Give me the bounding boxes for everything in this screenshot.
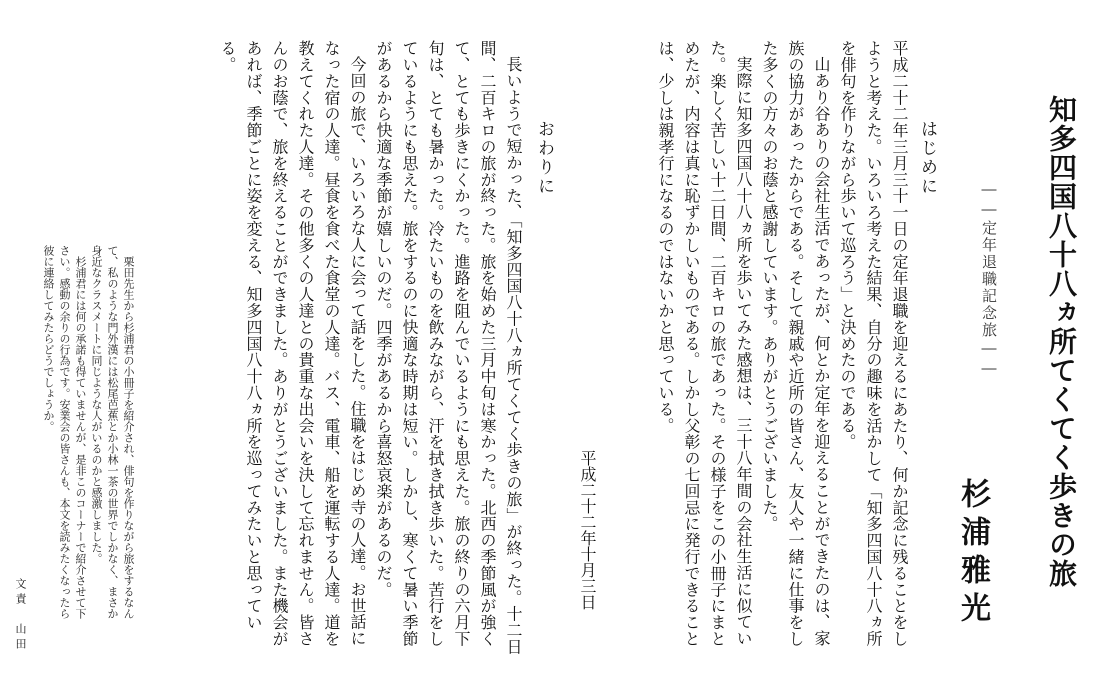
editor-credit: 文責 山田 [14,578,27,653]
intro-date: 平成二十二年十月三日 [578,450,597,610]
subtitle: ――定年退職記念旅―― [980,180,998,379]
intro-paragraph: 山あり谷ありの会社生活であったが、何とか定年を迎えることができたのは、家族の協力があったからである。そして親戚や近所の皆さん、友人や一緒に仕事をした多くの方々のお蔭と感謝しています。ありがとうございました。 [760,40,831,647]
intro-paragraph: 実際に知多四国八十八ヵ所を歩いてみた感想は、三十八年間の会社生活に似ていた。楽しく苦しい十二日間、二百キロの旅であった。その様子をこの小冊子にまとめたが、内容は真に恥ずかしいものである。しかし父彰の七回忌に発行できることは、少しは親孝行になるのではないかと思っている。 [656,40,753,647]
intro-heading: はじめに [917,120,937,196]
title-block [1040,95,1082,588]
intro-paragraph: 平成二十二年三月三十一日の定年退職を迎えるにあたり、何か記念に残ることをしようと考えた。いろいろ考えた結果、自分の趣味を活かして「知多四国八十八ヵ所を俳句を作りながら歩いて巡ろう」と決めたのである。 [838,40,909,647]
editor-note-paragraph: 栗田先生から杉浦君の小冊子を紹介され、俳句を作りながら旅をするなんて、私のような門外漢には松尾芭蕉とか小林一茶の世界でしかなく、まさか身近なクラスメートに同じような人がいるのかと感激しました。 [90,245,135,619]
editor-note-paragraph: 杉浦君には何の承諾も得ていませんが、是非このコーナーで紹介させて下さい。感動の余りの行為です。安業会の皆さんも、本文を読みたくなったら彼に連絡してみたらどうでしょうか。 [42,245,87,619]
outro-heading: おわりに [534,120,554,196]
title-line-2: てくてく歩きの旅 [1045,356,1078,588]
title-line-1: 知多四国八十八ヵ所 [1045,95,1078,356]
outro-paragraph: 長いようで短かった、「知多四国八十八ヵ所てくてく歩きの旅」が終った。十二日間、二百キロの旅が終った。旅を始めた三月中旬は寒かった。北西の季節風が強くて、とても歩きにくかった。進路を阻んでいるようにも思えた。旅の終りの六月下旬は、とても暑かった。冷たいものを飲みながら、汗を拭き拭き歩いた。苦行をしているようにも思えた。旅をするのに快適な時期は短い。しかし、寒くて暑い季節があるから快適な季節が嬉しいのだ。四季があるから喜怒哀楽があるのだ。 [374,40,523,655]
intro-body [572,40,912,655]
editor-note [40,245,136,625]
outro-paragraph: 今回の旅で、いろいろな人に会って話をした。住職をはじめ寺の人達。お世話になった宿の人達。昼食を食べた食堂の人達。バス、電車、船を運転する人達。道を教えてくれた人達。その他多くの人達との貴重な出会いを決して忘れません。皆さんのお蔭で、旅を終えることができました。ありがとうございました。また機会があれば、季節ごとに姿を変える、知多四国八十八ヵ所を巡ってみたいと思っている。 [218,40,367,647]
outro-body [96,40,526,655]
author-name: 杉浦雅光 [955,478,990,630]
